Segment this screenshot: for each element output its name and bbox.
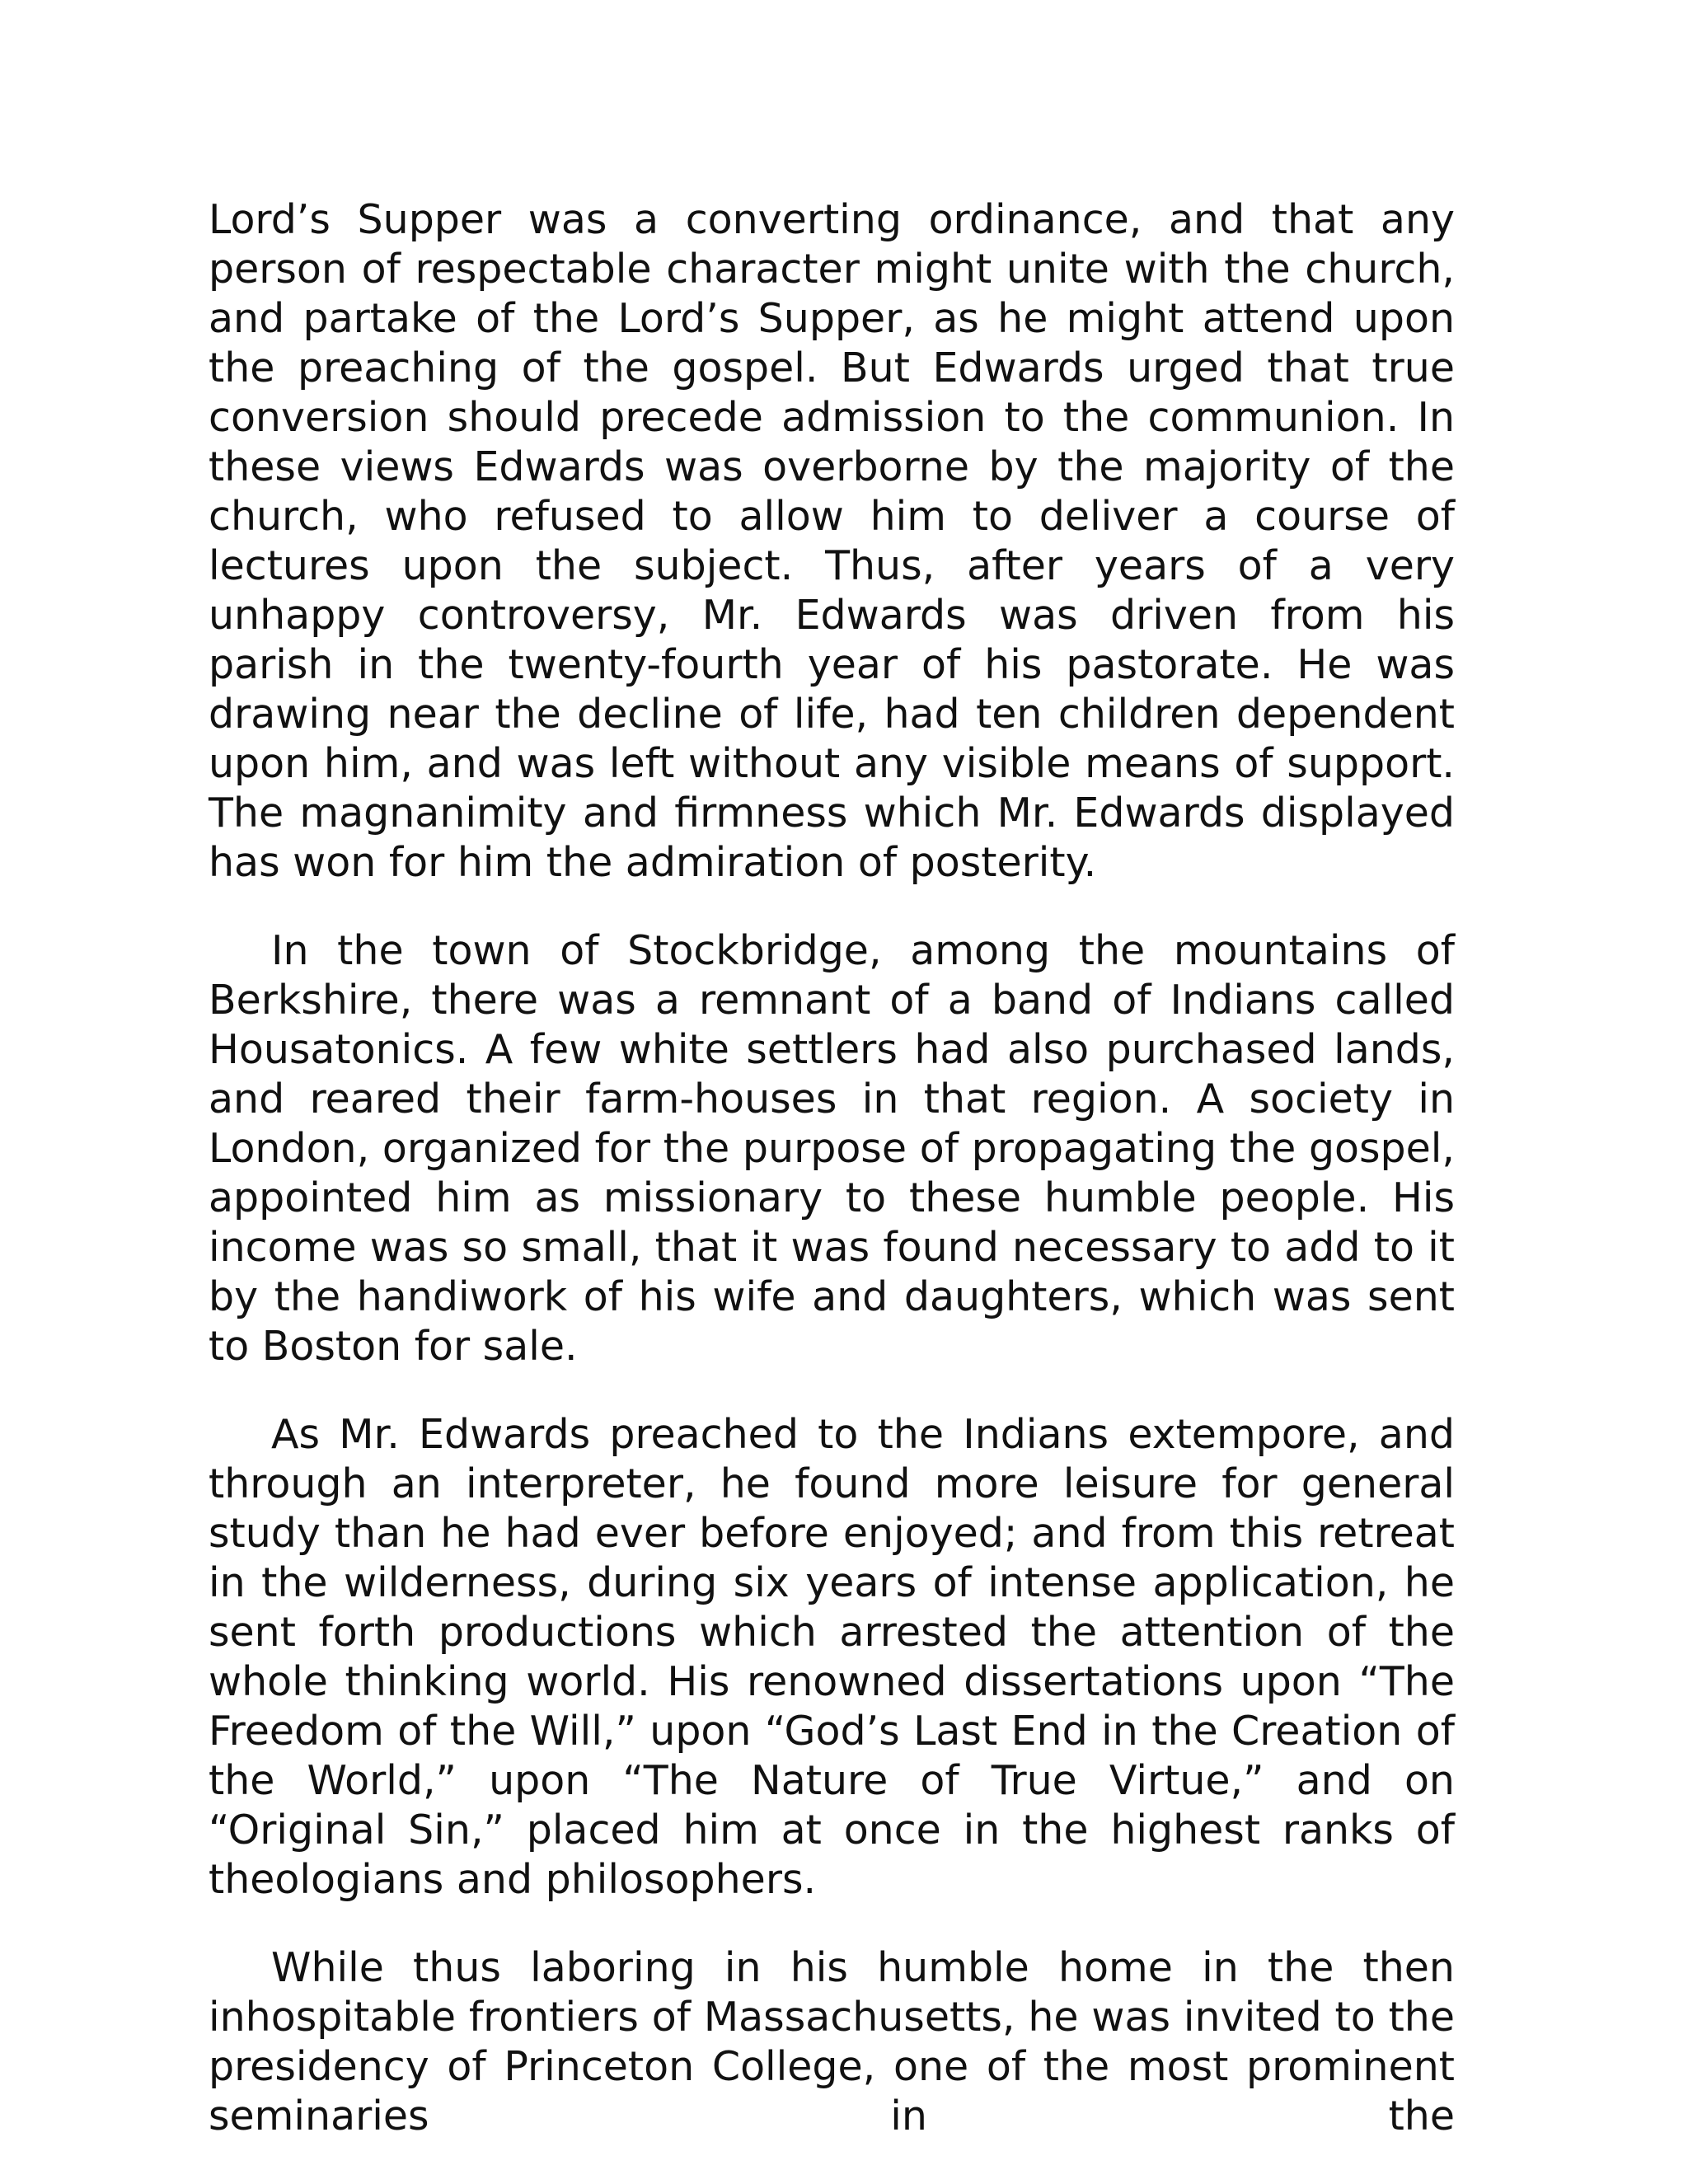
paragraph-princeton-invitation: While thus laboring in his humble home in the then inhospitable frontiers of Massachusetts, he was invited to the presidency of Princeton College, one of the most prominent seminaries in the (209, 1944, 1455, 2139)
paragraph-stockbridge-mission: In the town of Stockbridge, among the mountains of Berkshire, there was a remnant of a band of Indians called Housatonics. A few white settlers had also purchased lands, and reared their farm-houses in that region. A society in London, organized for the purpose of propagating the gospel, appointed him as missionary to these humble people. His income was so small, that it was found necessary to add to it by the handiwork of his wife and daughters, which was sent to Boston for sale. (209, 927, 1455, 1370)
paragraph-lords-supper-controversy: Lord’s Supper was a converting ordinance, and that any person of respectable character might unite with the church, and partake of the Lord’s Supper, as he might attend upon the preaching of the gospel. But Edwards urged that true conversion should precede admission to the communion. In these views Edwards was overborne by the majority of the church, who refused to allow him to deliver a course of lectures upon the subject. Thus, after years of a very unhappy controversy, Mr. Edwards was driven from his parish in the twenty-fourth year of his pastorate. He was drawing near the decline of life, had ten children dependent upon him, and was left without any visible means of support. The magnanimity and firmness which Mr. Edwards displayed has won for him the admiration of posterity. (209, 196, 1455, 886)
paragraph-dissertations: As Mr. Edwards preached to the Indians extempore, and through an interpreter, he found more leisure for general study than he had ever before enjoyed; and from this retreat in the wilderness, during six years of intense application, he sent forth productions which arrested the attention of the whole thinking world. His renowned dissertations upon “The Freedom of the Will,” upon “God’s Last End in the Creation of the World,” upon “The Nature of True Virtue,” and on “Original Sin,” placed him at once in the highest ranks of theologians and philosophers. (209, 1411, 1455, 1903)
body-text (209, 195, 1455, 2180)
